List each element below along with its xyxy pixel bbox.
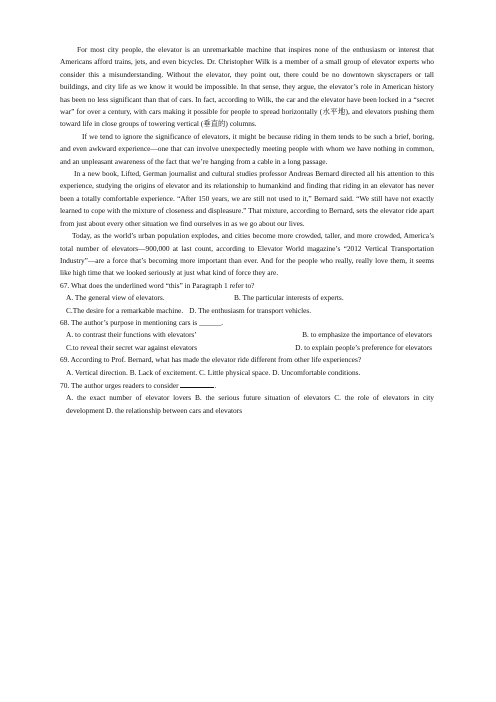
options-text: A. Vertical direction. B. Lack of excitement. C. Little physical space. D. Uncomfortable conditions. [66, 367, 361, 377]
question-stem: 69. According to Prof. Bernard, what has made the elevator ride different from other life experiences? [60, 355, 362, 365]
options-text: A. the exact number of elevator lovers B. the serious future situation of elevators C. the role of elevators in city development D. the relationship between cars and elevators [66, 393, 434, 415]
stem-end: . [214, 380, 217, 390]
option-d: D. to explain people’s preference for elevators [295, 342, 432, 352]
option-b: B. to emphasize the importance of elevators [302, 330, 432, 340]
paragraph-3: In a new book, Lifted, German journalist and cultural studies professor Andreas Bernard directed all his attention to this experience, studying the origins of elevator and its relationship to humankind and finding that riding in an elevator has never been a totally comfortable experience. “After 150 years, we are still not used to it,” Bernard said. “We still have not exactly learned to cope with the mixture of closeness and displeasure.” That mixture, according to Bernard, sets the elevator ride apart from just about every other situation we find ourselves in as we go about our lives. [60, 169, 434, 228]
option-c: C.to reveal their secret war against elevators [66, 342, 198, 352]
question-68 [60, 317, 434, 354]
option-row [60, 329, 434, 341]
paragraph-1: For most city people, the elevator is an unremarkable machine that inspires none of the enthusiasm or interest that Americans afford trains, jets, and even bicycles. Dr. Christopher Wilk is a member of a small group of elevator experts who consider this a misunderstanding. Without the elevator, they point out, there could be no downtown skyscrapers or tall buildings, and city life as we know it would be impossible. In that sense, they argue, the elevator’s role in American history has been no less significant than that of cars. In fact, according to Wilk, the car and the elevator have been locked in a “secret war” for over a century, with cars making it possible for people to spread horizontally (水平地), and elevators pushing them toward life in close groups of towering vertical (垂直的) columns. [60, 45, 434, 129]
option-row [60, 342, 434, 354]
question-stem: 67. What does the underlined word “this” in Paragraph 1 refer to? [60, 280, 255, 290]
question-stem: 68. The author’s purpose in mentioning cars is ______. [60, 317, 224, 327]
document-page [60, 44, 434, 417]
option-a: A. to contrast their functions with elevators’ [66, 330, 197, 340]
paragraph-4: Today, as the world’s urban population explodes, and cities become more crowded, taller, and more crowded, America’s total number of elevators—900,000 at last count, according to Elevator World magazine’s “2012 Vertical Transportation Industry”—are a force that’s becoming more important than ever. And for the people who really, really love them, it seems like high time that we looked seriously at just what kind of force they are. [60, 231, 434, 278]
option-a: A. The general view of elevators. [66, 293, 165, 303]
question-67 [60, 280, 434, 317]
option-b: B. The particular interests of experts. [234, 293, 344, 303]
paragraph-2: If we tend to ignore the significance of elevators, it might be because riding in them tends to be such a brief, boring, and even awkward experience—one that can involve unexpectedly meeting people with whom we have nothing in common, and an unpleasant awareness of the fact that we’re hanging from a cable in a long passage. [60, 131, 434, 166]
option-row [60, 305, 434, 317]
option-row [60, 292, 434, 304]
question-69 [60, 354, 434, 379]
question-70 [60, 379, 434, 417]
question-stem [60, 379, 434, 392]
option-d: D. The enthusiasm for transport vehicles. [189, 305, 312, 315]
answer-blank [180, 379, 217, 390]
option-c: C.The desire for a remarkable machine. [66, 305, 184, 315]
stem-text: 70. The author urges readers to consider [60, 380, 179, 390]
